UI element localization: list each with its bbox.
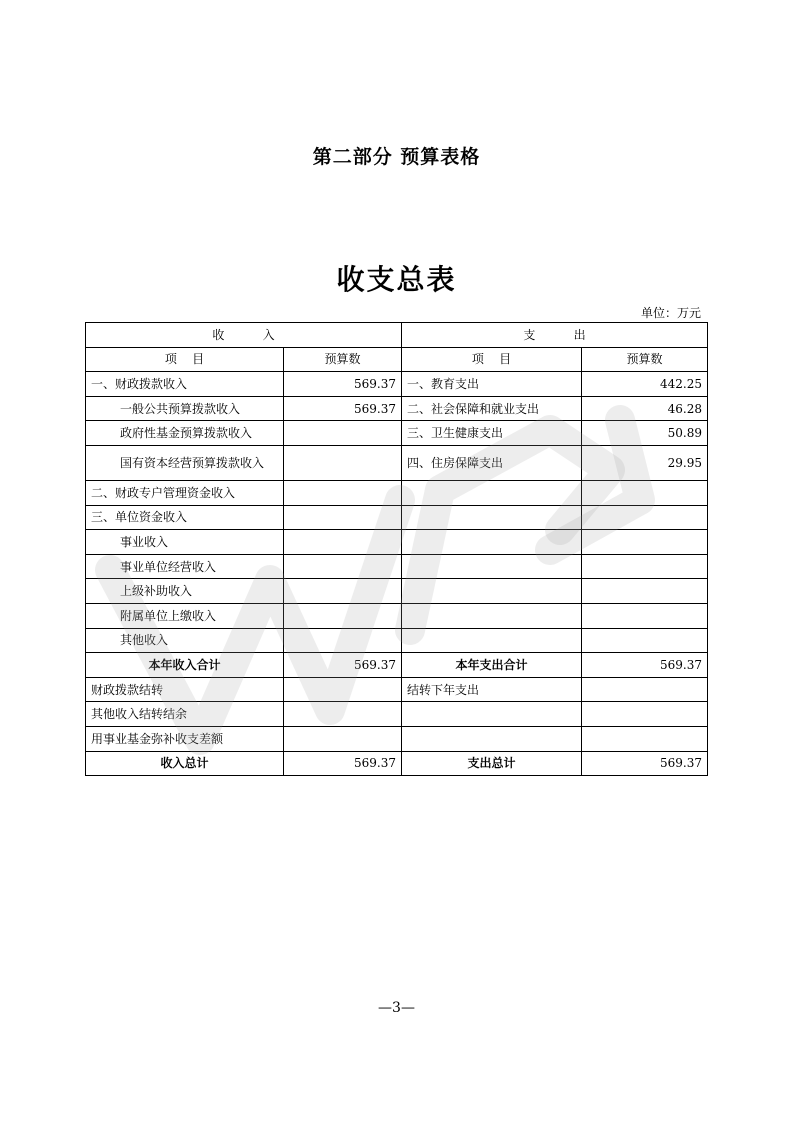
income-subtotal-label: 本年收入合计 (86, 653, 284, 678)
expense-budget-header: 预算数 (582, 347, 708, 372)
income-item: 上级补助收入 (86, 579, 284, 604)
expense-value (582, 480, 708, 505)
expense-value (582, 726, 708, 751)
expense-item (402, 702, 582, 727)
income-item: 用事业基金弥补收支差额 (86, 726, 284, 751)
income-value: 569.37 (284, 372, 402, 397)
income-section-header: 收 入 (86, 323, 402, 348)
income-value (284, 603, 402, 628)
expense-item (402, 480, 582, 505)
expense-item: 一、教育支出 (402, 372, 582, 397)
table-row (86, 372, 708, 397)
income-value (284, 445, 402, 480)
income-item: 附属单位上缴收入 (86, 603, 284, 628)
income-item: 二、财政专户管理资金收入 (86, 480, 284, 505)
expense-total-label: 支出总计 (402, 751, 582, 776)
expense-value (582, 505, 708, 530)
income-subtotal-value: 569.37 (284, 653, 402, 678)
expense-item (402, 603, 582, 628)
expense-item: 结转下年支出 (402, 677, 582, 702)
expense-value: 29.95 (582, 445, 708, 480)
income-item: 一、财政拨款收入 (86, 372, 284, 397)
expense-value (582, 603, 708, 628)
table-row (86, 480, 708, 505)
income-value (284, 505, 402, 530)
expense-value (582, 530, 708, 555)
page-number: —3— (378, 1000, 415, 1016)
expense-item (402, 530, 582, 555)
income-value (284, 628, 402, 653)
income-item: 政府性基金预算拨款收入 (86, 421, 284, 446)
income-budget-header: 预算数 (284, 347, 402, 372)
expense-value: 50.89 (582, 421, 708, 446)
table-row (86, 530, 708, 555)
table-row (86, 554, 708, 579)
income-item: 国有资本经营预算拨款收入 (86, 445, 284, 480)
expense-subtotal-value: 569.37 (582, 653, 708, 678)
expense-total-value: 569.37 (582, 751, 708, 776)
expense-item-header: 项 目 (402, 347, 582, 372)
expense-item (402, 579, 582, 604)
income-total-value: 569.37 (284, 751, 402, 776)
expense-item: 二、社会保障和就业支出 (402, 396, 582, 421)
table-row (86, 579, 708, 604)
table-row (86, 702, 708, 727)
part-title: 第二部分 预算表格 (312, 146, 481, 168)
income-item: 其他收入结转结余 (86, 702, 284, 727)
expense-section-header: 支 出 (402, 323, 708, 348)
income-value (284, 702, 402, 727)
income-value (284, 579, 402, 604)
table-row (86, 603, 708, 628)
unit-label: 单位：万元 (640, 306, 701, 320)
income-item: 事业收入 (86, 530, 284, 555)
expense-value: 46.28 (582, 396, 708, 421)
table-title: 收支总表 (336, 263, 457, 296)
expense-item (402, 726, 582, 751)
expense-item: 四、住房保障支出 (402, 445, 582, 480)
table-row (86, 396, 708, 421)
expense-value (582, 628, 708, 653)
income-item-header: 项 目 (86, 347, 284, 372)
income-value (284, 554, 402, 579)
expense-value (582, 702, 708, 727)
income-value: 569.37 (284, 396, 402, 421)
expense-item (402, 505, 582, 530)
table-row (86, 421, 708, 446)
expense-value (582, 554, 708, 579)
income-item: 一般公共预算拨款收入 (86, 396, 284, 421)
income-item: 其他收入 (86, 628, 284, 653)
budget-table (85, 322, 708, 776)
income-value (284, 726, 402, 751)
income-item: 事业单位经营收入 (86, 554, 284, 579)
expense-value: 442.25 (582, 372, 708, 397)
table-row (86, 726, 708, 751)
income-value (284, 421, 402, 446)
income-value (284, 677, 402, 702)
expense-item (402, 554, 582, 579)
income-item: 三、单位资金收入 (86, 505, 284, 530)
subtotal-row (86, 653, 708, 678)
expense-value (582, 579, 708, 604)
income-value (284, 480, 402, 505)
table-row (86, 505, 708, 530)
expense-item (402, 628, 582, 653)
total-row (86, 751, 708, 776)
income-item: 财政拨款结转 (86, 677, 284, 702)
income-total-label: 收入总计 (86, 751, 284, 776)
table-row (86, 628, 708, 653)
table-row (86, 677, 708, 702)
expense-item: 三、卫生健康支出 (402, 421, 582, 446)
expense-subtotal-label: 本年支出合计 (402, 653, 582, 678)
income-value (284, 530, 402, 555)
section-header-row (86, 323, 708, 348)
table-row (86, 445, 708, 480)
column-header-row (86, 347, 708, 372)
expense-value (582, 677, 708, 702)
